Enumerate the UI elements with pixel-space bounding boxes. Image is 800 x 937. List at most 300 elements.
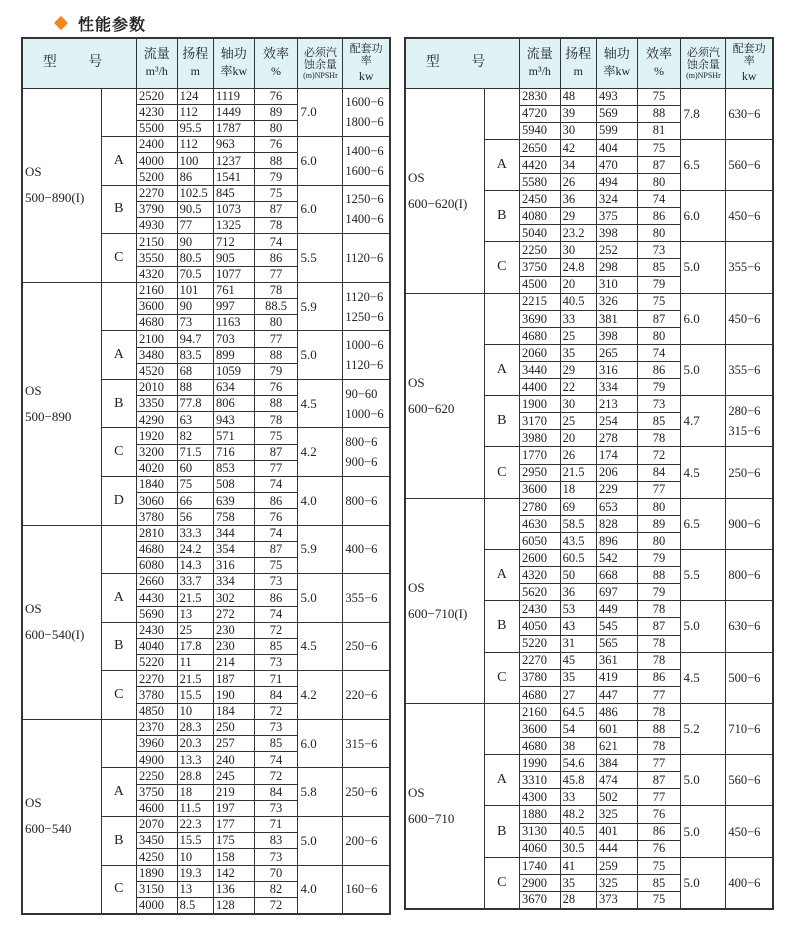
npsh-value: 5.0 [681, 806, 726, 857]
npsh-value: 5.0 [681, 601, 726, 652]
efficiency-value: 73 [254, 719, 298, 735]
motor-power-cell [726, 344, 773, 395]
head-value: 70.5 [177, 266, 213, 282]
shaft-power-value: 1119 [213, 88, 254, 104]
header-motor-power-unit: kw [741, 68, 757, 83]
flow-value: 3780 [136, 509, 177, 525]
model-series: OS [25, 382, 42, 398]
head-value: 35 [560, 344, 596, 361]
model-series: OS [25, 164, 42, 180]
header-head [560, 38, 596, 88]
efficiency-value: 79 [254, 363, 298, 379]
motor-power-value: 630−6 [728, 619, 761, 634]
shaft-power-value: 245 [213, 768, 254, 784]
header-npsh-label: 必须汽蚀余量 [303, 46, 337, 71]
header-model [405, 38, 519, 88]
head-value: 64.5 [560, 703, 596, 720]
npsh-value: 5.0 [681, 755, 726, 806]
head-value: 30 [560, 242, 596, 259]
npsh-value: 5.0 [681, 242, 726, 293]
impeller-variant: B [484, 806, 519, 857]
flow-value: 2430 [519, 601, 560, 618]
flow-value: 2160 [136, 282, 177, 298]
head-value: 23.2 [560, 225, 596, 242]
efficiency-value: 78 [637, 601, 681, 618]
motor-power-cell [726, 755, 773, 806]
header-efficiency-unit: % [271, 64, 282, 79]
flow-value: 4680 [136, 315, 177, 331]
npsh-value: 5.2 [681, 703, 726, 754]
npsh-value: 7.8 [681, 88, 726, 139]
shaft-power-value: 398 [596, 225, 637, 242]
shaft-power-value: 384 [596, 755, 637, 772]
efficiency-value: 89 [637, 515, 681, 532]
header-npsh-unit: (m)NPSHr [303, 70, 338, 80]
shaft-power-value: 601 [596, 720, 637, 737]
efficiency-value: 77 [254, 331, 298, 347]
flow-value: 5220 [136, 655, 177, 671]
npsh-value: 7.0 [298, 88, 343, 137]
header-model-label: 型 号 [42, 55, 117, 71]
head-value: 38 [560, 738, 596, 755]
head-value: 66 [177, 493, 213, 509]
npsh-value: 5.0 [298, 331, 343, 380]
shaft-power-value: 213 [596, 396, 637, 413]
efficiency-value: 88 [254, 153, 298, 169]
flow-value: 2810 [136, 525, 177, 541]
shaft-power-value: 716 [213, 444, 254, 460]
efficiency-value: 85 [637, 874, 681, 891]
flow-value: 4930 [136, 218, 177, 234]
shaft-power-value: 1077 [213, 266, 254, 282]
shaft-power-value: 252 [596, 242, 637, 259]
shaft-power-value: 375 [596, 208, 637, 225]
head-value: 48.2 [560, 806, 596, 823]
efficiency-value: 80 [637, 498, 681, 515]
flow-value: 1840 [136, 477, 177, 493]
table-row [22, 282, 390, 298]
flow-value: 3130 [519, 823, 560, 840]
efficiency-value: 88 [637, 567, 681, 584]
impeller-variant [484, 498, 519, 549]
efficiency-value: 76 [254, 379, 298, 395]
shaft-power-value: 1059 [213, 363, 254, 379]
head-value: 24.2 [177, 541, 213, 557]
flow-value: 6050 [519, 532, 560, 549]
flow-value: 3780 [519, 669, 560, 686]
head-value: 43.5 [560, 532, 596, 549]
motor-power-value: 1000−6 [345, 406, 384, 421]
flow-value: 3790 [136, 201, 177, 217]
header-head-label: 扬程 [182, 46, 209, 62]
flow-value: 4300 [519, 789, 560, 806]
impeller-variant: A [101, 768, 136, 817]
shaft-power-value: 128 [213, 897, 254, 913]
shaft-power-value: 1163 [213, 315, 254, 331]
motor-power-value: 355−6 [728, 363, 761, 378]
motor-power-value: 400−6 [345, 542, 378, 557]
head-value: 17.8 [177, 638, 213, 654]
head-value: 45.8 [560, 772, 596, 789]
flow-value: 4850 [136, 703, 177, 719]
efficiency-value: 74 [637, 344, 681, 361]
motor-power-cell [726, 447, 773, 498]
head-value: 20 [560, 276, 596, 293]
head-value: 10 [177, 703, 213, 719]
table-row [405, 498, 773, 515]
impeller-variant: A [101, 137, 136, 186]
shaft-power-value: 310 [596, 276, 637, 293]
shaft-power-value: 334 [213, 574, 254, 590]
efficiency-value: 78 [254, 412, 298, 428]
flow-value: 4000 [136, 153, 177, 169]
model-series: OS [408, 169, 425, 185]
efficiency-value: 84 [254, 784, 298, 800]
efficiency-value: 78 [637, 738, 681, 755]
head-value: 15.5 [177, 687, 213, 703]
header-efficiency-label: 效率 [646, 46, 673, 62]
header-flow [519, 38, 560, 88]
model-cell [22, 719, 101, 913]
efficiency-value: 72 [254, 703, 298, 719]
motor-power-cell [726, 601, 773, 652]
shaft-power-value: 621 [596, 738, 637, 755]
flow-value: 2270 [136, 671, 177, 687]
shaft-power-value: 853 [213, 460, 254, 476]
flow-value: 4290 [136, 412, 177, 428]
efficiency-value: 74 [254, 525, 298, 541]
impeller-variant: C [484, 447, 519, 498]
shaft-power-value: 997 [213, 298, 254, 314]
motor-power-value: 800−6 [345, 435, 378, 450]
efficiency-value: 87 [637, 618, 681, 635]
shaft-power-value: 257 [213, 736, 254, 752]
shaft-power-value: 230 [213, 638, 254, 654]
shaft-power-value: 447 [596, 686, 637, 703]
motor-power-value: 560−6 [728, 773, 761, 788]
efficiency-value: 86 [254, 493, 298, 509]
flow-value: 2370 [136, 719, 177, 735]
flow-value: 1770 [519, 447, 560, 464]
flow-value: 2900 [519, 874, 560, 891]
efficiency-value: 73 [637, 242, 681, 259]
head-value: 77.8 [177, 396, 213, 412]
impeller-variant: A [101, 331, 136, 380]
header-motor-power [343, 38, 390, 88]
head-value: 25 [560, 327, 596, 344]
efficiency-value: 75 [637, 88, 681, 105]
npsh-value: 6.0 [681, 293, 726, 344]
head-value: 88 [177, 379, 213, 395]
header-flow [136, 38, 177, 88]
head-value: 83.5 [177, 347, 213, 363]
flow-value: 2400 [136, 137, 177, 153]
motor-power-value: 900−6 [728, 516, 761, 531]
header-shaft-power [213, 38, 254, 88]
head-value: 25 [177, 622, 213, 638]
flow-value: 6080 [136, 557, 177, 573]
motor-power-value: 560−6 [728, 157, 761, 172]
head-value: 29 [560, 208, 596, 225]
head-value: 102.5 [177, 185, 213, 201]
efficiency-value: 78 [637, 703, 681, 720]
flow-value: 5580 [519, 173, 560, 190]
head-value: 36 [560, 191, 596, 208]
flow-value: 1920 [136, 428, 177, 444]
table-row [405, 293, 773, 310]
flow-value: 3750 [519, 259, 560, 276]
shaft-power-value: 845 [213, 185, 254, 201]
motor-power-value: 160−6 [345, 882, 378, 897]
head-value: 82 [177, 428, 213, 444]
shaft-power-value: 230 [213, 622, 254, 638]
shaft-power-value: 259 [596, 857, 637, 874]
shaft-power-value: 254 [596, 413, 637, 430]
flow-value: 2270 [136, 185, 177, 201]
header-efficiency [254, 38, 298, 88]
head-value: 42 [560, 139, 596, 156]
shaft-power-value: 272 [213, 606, 254, 622]
shaft-power-value: 401 [596, 823, 637, 840]
npsh-value: 5.0 [681, 857, 726, 908]
head-value: 95.5 [177, 120, 213, 136]
flow-value: 4420 [519, 156, 560, 173]
npsh-value: 4.0 [298, 477, 343, 526]
head-value: 35 [560, 874, 596, 891]
motor-power-value: 1600−6 [345, 95, 384, 110]
model-series: OS [408, 374, 425, 390]
shaft-power-value: 298 [596, 259, 637, 276]
impeller-variant: B [484, 396, 519, 447]
head-value: 40.5 [560, 823, 596, 840]
shaft-power-value: 325 [596, 874, 637, 891]
impeller-variant: C [101, 428, 136, 477]
shaft-power-value: 508 [213, 477, 254, 493]
head-value: 75 [177, 477, 213, 493]
flow-value: 2650 [519, 139, 560, 156]
shaft-power-value: 474 [596, 772, 637, 789]
flow-value: 5690 [136, 606, 177, 622]
efficiency-value: 80 [637, 532, 681, 549]
motor-power-value: 220−6 [345, 688, 378, 703]
header-motor-power-label: 配套功率 [349, 42, 383, 67]
shaft-power-value: 334 [596, 379, 637, 396]
header-npsh-unit: (m)NPSHr [686, 70, 721, 80]
shaft-power-value: 326 [596, 293, 637, 310]
head-value: 36 [560, 584, 596, 601]
efficiency-value: 75 [637, 139, 681, 156]
efficiency-value: 73 [254, 574, 298, 590]
head-value: 19.3 [177, 865, 213, 881]
shaft-power-value: 219 [213, 784, 254, 800]
npsh-value: 5.9 [298, 282, 343, 331]
shaft-power-value: 250 [213, 719, 254, 735]
shaft-power-value: 398 [596, 327, 637, 344]
shaft-power-value: 175 [213, 833, 254, 849]
flow-value: 1740 [519, 857, 560, 874]
header-flow-unit: m³/h [528, 64, 551, 79]
flow-value: 3960 [136, 736, 177, 752]
head-value: 13 [177, 881, 213, 897]
impeller-variant: C [484, 857, 519, 908]
head-value: 11.5 [177, 800, 213, 816]
efficiency-value: 83 [254, 833, 298, 849]
efficiency-value: 88 [637, 720, 681, 737]
flow-value: 2150 [136, 234, 177, 250]
head-value: 33.7 [177, 574, 213, 590]
head-value: 90 [177, 298, 213, 314]
head-value: 33 [560, 789, 596, 806]
motor-power-cell [343, 865, 390, 914]
flow-value: 4520 [136, 363, 177, 379]
motor-power-value: 710−6 [728, 722, 761, 737]
impeller-variant [101, 525, 136, 574]
motor-power-cell [726, 191, 773, 242]
motor-power-cell [726, 242, 773, 293]
shaft-power-value: 278 [596, 430, 637, 447]
impeller-variant [484, 703, 519, 754]
efficiency-value: 75 [254, 428, 298, 444]
motor-power-cell [726, 652, 773, 703]
header-shaft-power-unit: 率kw [220, 64, 248, 79]
efficiency-value: 88.5 [254, 298, 298, 314]
flow-value: 2160 [519, 703, 560, 720]
motor-power-cell [343, 137, 390, 186]
head-value: 13.3 [177, 752, 213, 768]
shaft-power-value: 373 [596, 891, 637, 908]
flow-value: 1900 [519, 396, 560, 413]
efficiency-value: 78 [254, 218, 298, 234]
motor-power-value: 1800−6 [345, 115, 384, 130]
header-motor-power [726, 38, 773, 88]
efficiency-value: 78 [637, 635, 681, 652]
flow-value: 2780 [519, 498, 560, 515]
flow-value: 3170 [519, 413, 560, 430]
npsh-value: 4.5 [681, 652, 726, 703]
motor-power-cell [726, 139, 773, 190]
npsh-value: 5.0 [681, 344, 726, 395]
efficiency-value: 87 [637, 310, 681, 327]
shaft-power-value: 229 [596, 481, 637, 498]
efficiency-value: 73 [637, 396, 681, 413]
flow-value: 4680 [136, 541, 177, 557]
head-value: 15.5 [177, 833, 213, 849]
motor-power-cell [343, 379, 390, 428]
head-value: 30 [560, 122, 596, 139]
npsh-value: 4.7 [681, 396, 726, 447]
head-value: 112 [177, 137, 213, 153]
head-value: 56 [177, 509, 213, 525]
header-shaft-power [596, 38, 637, 88]
impeller-variant: C [101, 865, 136, 914]
shaft-power-value: 324 [596, 191, 637, 208]
motor-power-value: 450−6 [728, 824, 761, 839]
shaft-power-value: 712 [213, 234, 254, 250]
impeller-variant: A [484, 344, 519, 395]
impeller-variant [101, 88, 136, 137]
head-value: 24.8 [560, 259, 596, 276]
impeller-variant [484, 293, 519, 344]
head-value: 39 [560, 105, 596, 122]
section-title-text: 性能参数 [78, 14, 147, 34]
head-value: 112 [177, 104, 213, 120]
header-head-unit: m [573, 64, 583, 79]
impeller-variant: A [101, 574, 136, 623]
shaft-power-value: 905 [213, 250, 254, 266]
efficiency-value: 82 [254, 881, 298, 897]
shaft-power-value: 899 [213, 347, 254, 363]
flow-value: 4320 [519, 567, 560, 584]
shaft-power-value: 470 [596, 156, 637, 173]
shaft-power-value: 325 [596, 806, 637, 823]
impeller-variant: C [484, 242, 519, 293]
flow-value: 4230 [136, 104, 177, 120]
motor-power-value: 1250−6 [345, 192, 384, 207]
table-row [22, 88, 390, 104]
efficiency-value: 86 [637, 669, 681, 686]
efficiency-value: 86 [637, 362, 681, 379]
motor-power-value: 1120−6 [345, 250, 384, 265]
head-value: 71.5 [177, 444, 213, 460]
head-value: 21.5 [177, 590, 213, 606]
flow-value: 5200 [136, 169, 177, 185]
efficiency-value: 76 [637, 840, 681, 857]
efficiency-value: 78 [637, 430, 681, 447]
shaft-power-value: 634 [213, 379, 254, 395]
efficiency-value: 75 [637, 891, 681, 908]
shaft-power-value: 158 [213, 849, 254, 865]
shaft-power-value: 184 [213, 703, 254, 719]
model-series: OS [408, 579, 425, 595]
header-npsh [298, 38, 343, 88]
impeller-variant: A [484, 755, 519, 806]
efficiency-value: 77 [637, 481, 681, 498]
shaft-power-value: 758 [213, 509, 254, 525]
motor-power-value: 800−6 [728, 568, 761, 583]
shaft-power-value: 404 [596, 139, 637, 156]
header-flow-label: 流量 [526, 46, 553, 62]
npsh-value: 4.0 [298, 865, 343, 914]
efficiency-value: 77 [637, 789, 681, 806]
flow-value: 4430 [136, 590, 177, 606]
motor-power-cell [343, 185, 390, 234]
shaft-power-value: 187 [213, 671, 254, 687]
shaft-power-value: 545 [596, 618, 637, 635]
performance-table-right [404, 37, 774, 910]
shaft-power-value: 214 [213, 655, 254, 671]
model-cell [405, 498, 484, 703]
efficiency-value: 72 [637, 447, 681, 464]
head-value: 124 [177, 88, 213, 104]
shaft-power-value: 697 [596, 584, 637, 601]
flow-value: 3060 [136, 493, 177, 509]
flow-value: 2660 [136, 574, 177, 590]
motor-power-cell [343, 525, 390, 574]
motor-power-value: 250−6 [728, 465, 761, 480]
efficiency-value: 74 [254, 234, 298, 250]
efficiency-value: 86 [637, 823, 681, 840]
head-value: 28.3 [177, 719, 213, 735]
npsh-value: 4.2 [298, 671, 343, 720]
header-head-label: 扬程 [565, 46, 592, 62]
head-value: 48 [560, 88, 596, 105]
shaft-power-value: 316 [596, 362, 637, 379]
efficiency-value: 78 [637, 652, 681, 669]
head-value: 20 [560, 430, 596, 447]
header-npsh-label: 必须汽蚀余量 [686, 46, 720, 71]
motor-power-cell [343, 768, 390, 817]
impeller-variant: B [101, 622, 136, 671]
